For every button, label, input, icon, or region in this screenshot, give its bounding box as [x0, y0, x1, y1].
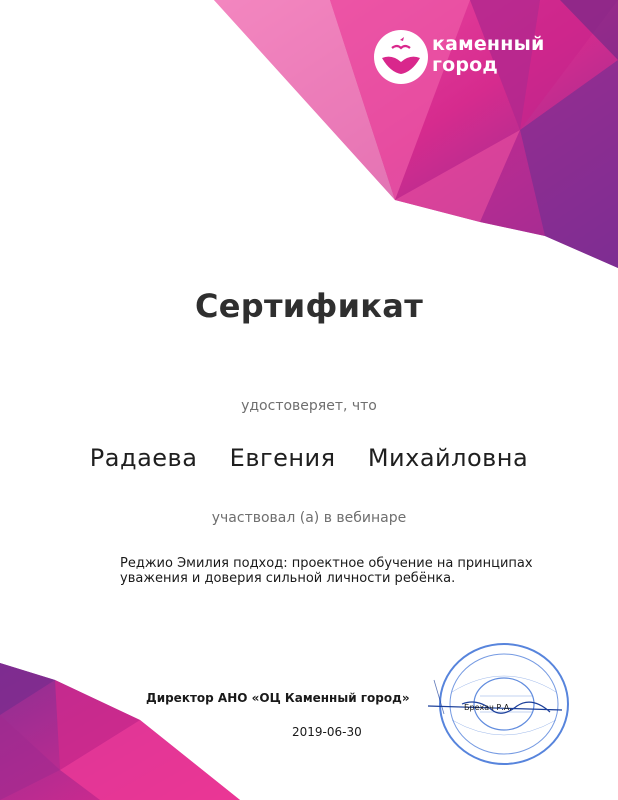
webinar-title-line-1: Реджио Эмилия подход: проектное обучение на принципах — [120, 556, 533, 571]
signer-name: Брехач Р.А. — [464, 703, 512, 712]
participated-text: участвовал (а) в вебинаре — [211, 510, 407, 526]
certificate-date: 2019-06-30 — [292, 725, 362, 739]
logo-line-2: город — [432, 54, 498, 76]
person-name: Радаева Евгения Михайловна — [89, 444, 529, 472]
certifies-text: удостоверяет, что — [241, 398, 377, 414]
webinar-title-line-2: уважения и доверия сильной личности ребёнка. — [120, 571, 456, 586]
director-label: Директор АНО «ОЦ Каменный город» — [146, 691, 410, 705]
open-book-bird-icon — [372, 28, 430, 86]
certificate-title: Сертификат — [194, 287, 424, 325]
webinar-title — [120, 556, 580, 586]
logo-line-1: каменный — [432, 33, 545, 55]
logo — [372, 28, 562, 88]
